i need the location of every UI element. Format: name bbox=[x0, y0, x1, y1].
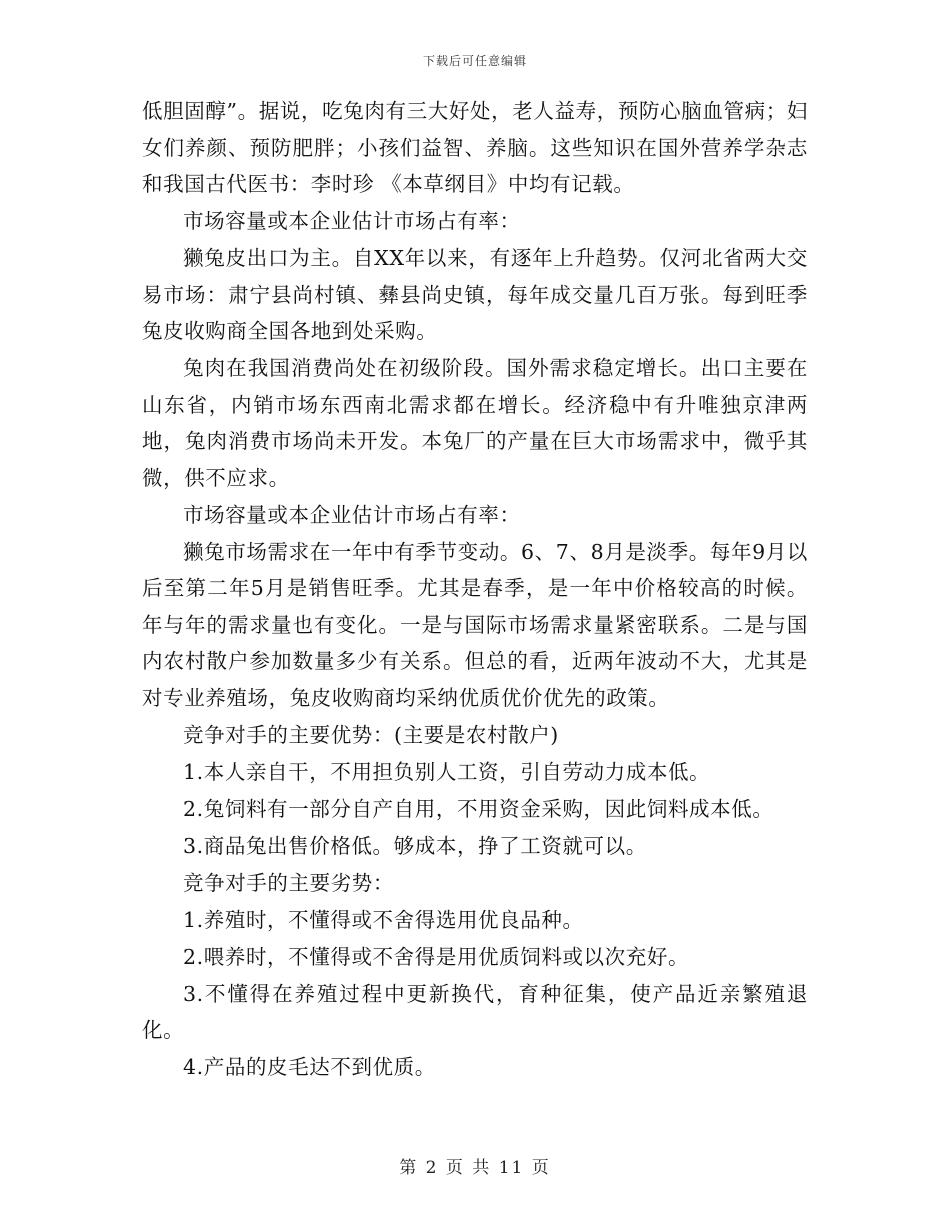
paragraph-2: 市场容量或本企业估计市场占有率： bbox=[183, 209, 521, 233]
document-body bbox=[142, 93, 808, 1086]
paragraph-15: 4.产品的皮毛达不到优质。 bbox=[183, 1055, 436, 1079]
paragraph-13: 2.喂养时，不懂得或不舍得是用优质饲料或以次充好。 bbox=[183, 944, 690, 969]
paragraph-5: 市场容量或本企业估计市场占有率： bbox=[183, 502, 521, 527]
paragraph-12: 1.养殖时，不懂得或不舍得选用优良品种。 bbox=[183, 907, 584, 932]
paragraph-3: 獭兔皮出口为主。自XX年以来，有逐年上升趋势。仅河北省两大交易市场：肃宁县尚村镇、彝县尚史镇，每年成交量几百万张。每到旺季兔皮收购商全国各地到处采购。 bbox=[142, 246, 808, 343]
paragraph-4: 兔肉在我国消费尚处在初级阶段。国外需求稳定增长。出口主要在山东省，内销市场东西南北需求都在增长。经济稳中有升唯独京津两地，兔肉消费市场尚未开发。本兔厂的产量在巨大市场需求中，微乎其微，供不应求。 bbox=[142, 356, 808, 490]
paragraph-1: 低胆固醇”。据说，吃兔肉有三大好处，老人益寿，预防心脑血管病；妇女们养颜、预防肥胖；小孩们益智、养脑。这些知识在国外营养学杂志和我国古代医书：李时珍 《本草纲目》中均有记载。 bbox=[142, 99, 808, 196]
paragraph-11: 竞争对手的主要劣势： bbox=[183, 870, 394, 895]
paragraph-10: 3.商品兔出售价格低。够成本，挣了工资就可以。 bbox=[183, 833, 647, 858]
page-header: 下载后可任意编辑 bbox=[422, 54, 527, 68]
page-footer: 第 2 页 共 11 页 bbox=[399, 1158, 551, 1178]
paragraph-9: 2.兔饲料有一部分自产自用，不用资金采购，因此饲料成本低。 bbox=[183, 796, 774, 821]
paragraph-8: 1.本人亲自干，不用担负别人工资，引自劳动力成本低。 bbox=[183, 759, 711, 784]
paragraph-7: 竞争对手的主要优势：(主要是农村散户) bbox=[183, 722, 559, 747]
paragraph-14: 3.不懂得在养殖过程中更新换代，育种征集，使产品近亲繁殖退化。 bbox=[142, 981, 808, 1042]
paragraph-6: 獭兔市场需求在一年中有季节变动。6、7、8月是淡季。每年9月以后至第二年5月是销售旺季。尤其是春季，是一年中价格较高的时候。年与年的需求量也有变化。一是与国际市场需求量紧密联系。二是与国内农村散户参加数量多少有关系。但总的看，近两年波动不大，尤其是对专业养殖场，兔皮收购商均采纳优质优价优先的政策。 bbox=[142, 539, 808, 710]
